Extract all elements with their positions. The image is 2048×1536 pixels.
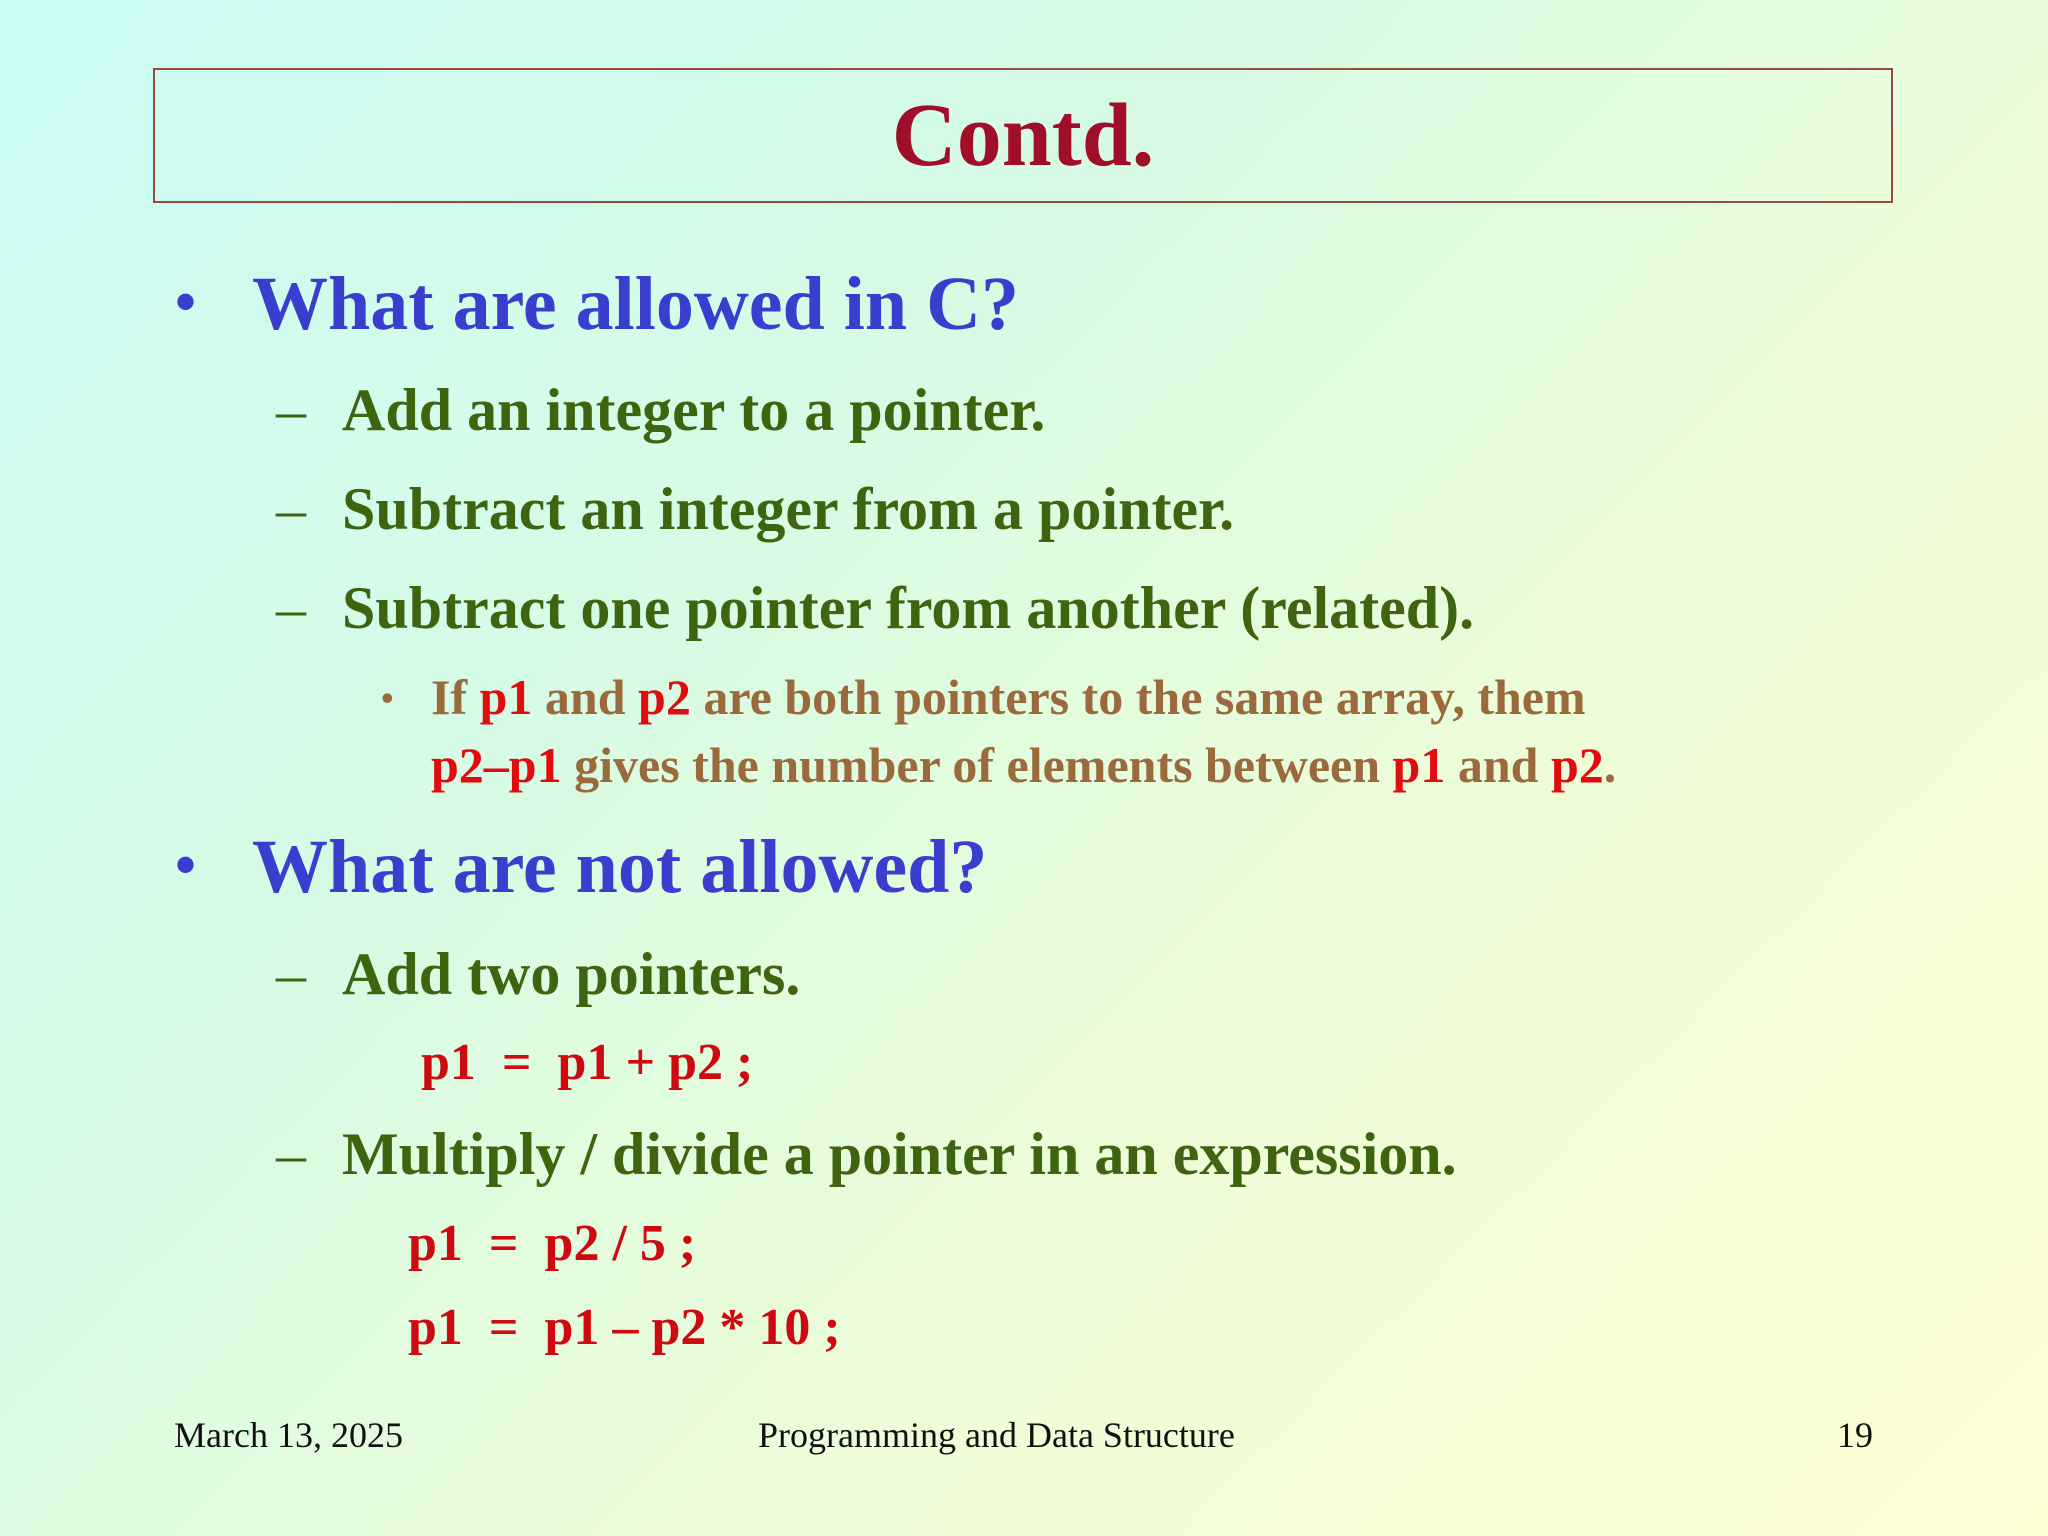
dash-icon: – [276, 377, 306, 443]
note-text: and [532, 669, 639, 725]
bullet-icon: • [175, 269, 197, 335]
code-example-1: p1 = p1 + p2 ; [421, 1034, 754, 1091]
note-text: are both pointers to the same array, them [690, 669, 1586, 725]
pointer-var: p1 [479, 669, 533, 725]
title-box [153, 68, 1893, 203]
dash-icon: – [276, 1121, 306, 1187]
dash-icon: – [276, 575, 306, 641]
note-text: . [1603, 737, 1617, 793]
allowed-item-3: Subtract one pointer from another (related). [342, 575, 1475, 641]
dash-icon: – [276, 476, 306, 542]
note-line-2 [431, 737, 1617, 793]
bullet-icon: • [381, 678, 394, 718]
code-example-2: p1 = p2 / 5 ; [408, 1215, 697, 1272]
note-text: and [1445, 737, 1551, 793]
note-line-1 [431, 669, 1586, 725]
pointer-var: p2 [1550, 737, 1604, 793]
footer-date: March 13, 2025 [174, 1415, 403, 1455]
pointer-var: p2 [638, 669, 691, 725]
code-example-3: p1 = p1 – p2 * 10 ; [408, 1299, 841, 1356]
not-allowed-item-1: Add two pointers. [342, 941, 801, 1007]
dash-icon: – [276, 941, 306, 1007]
footer-page-number: 19 [1837, 1415, 1873, 1455]
allowed-item-1: Add an integer to a pointer. [342, 377, 1046, 443]
footer-course: Programming and Data Structure [758, 1415, 1235, 1455]
section-heading-not-allowed: What are not allowed? [252, 825, 988, 909]
note-text: If [431, 669, 480, 725]
note-text: gives the number of elements between [561, 737, 1393, 793]
pointer-expr: p2–p1 [431, 737, 562, 793]
pointer-var: p1 [1392, 737, 1446, 793]
not-allowed-item-2: Multiply / divide a pointer in an expression. [342, 1121, 1457, 1187]
bullet-icon: • [175, 832, 197, 898]
section-heading-allowed: What are allowed in C? [252, 262, 1020, 346]
slide-title: Contd. [891, 85, 1155, 185]
allowed-item-2: Subtract an integer from a pointer. [342, 476, 1235, 542]
